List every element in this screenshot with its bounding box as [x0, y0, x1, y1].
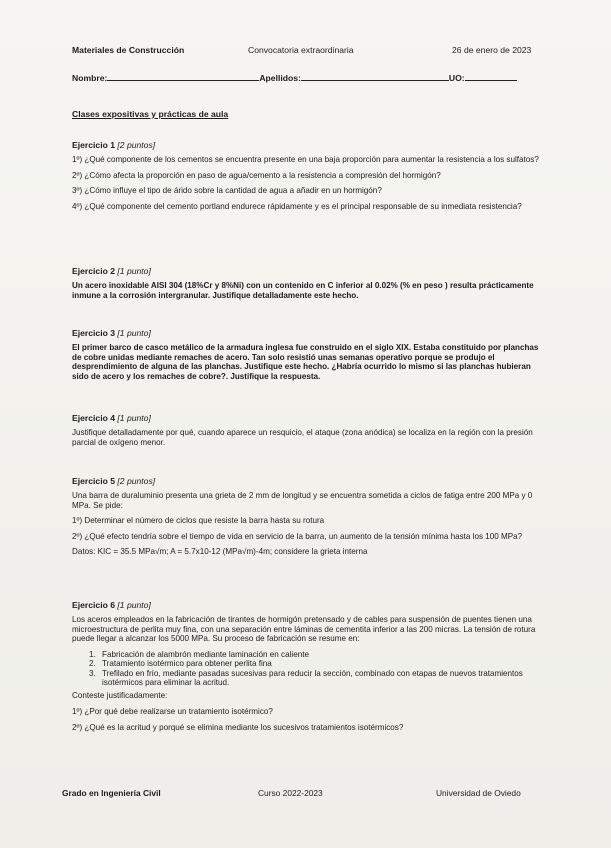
exercise-title	[72, 413, 542, 423]
footer-degree: Grado en Ingeniería Civil	[62, 788, 161, 798]
exercise-title	[72, 600, 542, 610]
list-item: 1. Fabricación de alambrón mediante laminación en caliente	[98, 650, 542, 659]
exercise-title	[72, 476, 542, 486]
list-item: 2. Tratamiento isotérmico para obtener perlita fina	[98, 659, 542, 668]
exercise-points: [1 punto]	[117, 266, 151, 276]
uo-field-line	[465, 72, 517, 81]
question: 4º) ¿Qué componente del cemento portland endurece rápidamente y es el principal responsable de su inmediata resistencia?	[72, 201, 522, 211]
footer-university: Universidad de Oviedo	[436, 788, 521, 798]
instruction: Conteste justificadamente:	[72, 691, 168, 701]
exercise-name: Ejercicio 3	[72, 328, 115, 338]
exercise-name: Ejercicio 5	[72, 476, 115, 486]
exam-date: 26 de enero de 2023	[452, 45, 532, 55]
exercise-title	[72, 140, 542, 150]
exercise-title	[72, 328, 542, 338]
exercise-name: Ejercicio 1	[72, 140, 115, 150]
statement: Justifique detalladamente por qué, cuando aparece un resquicio, el ataque (zona anódica) se localiza en la región con la presión parcial de oxígeno menor.	[72, 428, 533, 447]
name-field-line	[107, 72, 259, 81]
exercise-points: [1 punto]	[117, 413, 151, 423]
statement: Un acero inoxidable AISI 304 (18%Cr y 8%Ni) con un contenido en C inferior al 0.02% (% en peso ) resulta prácticamente inmune a la corrosión intergranular. Justifique detalladamente este hecho.	[72, 281, 534, 300]
question: 1º) ¿Por qué debe realizarse un tratamiento isotérmico?	[72, 707, 273, 716]
exercise-points: [2 puntos]	[117, 476, 156, 486]
subject-title: Materiales de Construcción	[72, 45, 185, 55]
exercise-3	[72, 328, 542, 387]
name-label: Nombre:	[72, 73, 108, 83]
exercise-5	[72, 476, 542, 563]
exercise-name: Ejercicio 4	[72, 413, 115, 423]
exercise-6	[72, 600, 542, 738]
list-item: 3. Trefilado en frío, mediante pasadas sucesivas para reducir la sección, combinado con etapas de nuevos tratamientos isotérmicos para eliminar la acritud.	[98, 669, 542, 688]
question: 2º) ¿Qué es la acritud y porqué se elimina mediante los sucesivos tratamientos isotérmicos?	[72, 722, 404, 732]
question: 3º) ¿Cómo influye el tipo de árido sobre la cantidad de agua a añadir en un hormigón?	[72, 186, 382, 196]
exercise-name: Ejercicio 6	[72, 600, 115, 610]
exercise-points: [2 puntos]	[117, 140, 156, 150]
data-line: Datos: KIC = 35.5 MPa√m; A = 5.7x10-12 (MPa√m)-4m; considere la grieta interna	[72, 547, 368, 557]
statement: Una barra de duraluminio presenta una grieta de 2 mm de longitud y se encuentra sometida a ciclos de fatiga entre 200 MPa y 0 MPa. Se pide:	[72, 491, 533, 510]
footer-course: Curso 2022-2023	[258, 788, 323, 798]
exercise-1	[72, 140, 542, 217]
exercise-4	[72, 413, 542, 453]
process-steps	[72, 650, 542, 688]
exercise-name: Ejercicio 2	[72, 266, 115, 276]
uo-label: UO:	[448, 73, 465, 83]
exercise-title	[72, 266, 542, 276]
call-label: Convocatoria extraordinaria	[248, 45, 354, 55]
question: 1º) Determinar el número de ciclos que resiste la barra hasta su rotura	[72, 516, 325, 526]
exercise-points: [1 punto]	[117, 600, 151, 610]
exercise-points: [1 punto]	[117, 328, 151, 338]
surname-label: Apellidos:	[259, 73, 301, 83]
surname-field-line	[301, 72, 449, 81]
section-title: Clases expositivas y prácticas de aula	[72, 109, 229, 119]
statement: El primer barco de casco metálico de la armadura inglesa fue construido en el siglo XIX. Estaba constituido por planchas de cobre unidas mediante remaches de acero. Tan solo resistió unas semanas operativo porque se produjo el desprendimiento de alguna de las planchas. Justifique este hecho. ¿Habría ocurrido lo mismo si las planchas hubieran sido de acero y los remaches de cobre?. Justifique la respuesta.	[72, 343, 539, 381]
statement: Los aceros empleados en la fabricación de tirantes de hormigón pretensado y de cables para suspensión de puentes tienen una microestructura de perlita muy fina, con una separación entre láminas de cementita inferior a las 200 micras. La tensión de rotura puede llegar a alcanzar los 5000 MPa. Su proceso de fabricación se resume en:	[72, 615, 536, 644]
exercise-2	[72, 266, 542, 306]
question: 2º) ¿Cómo afecta la proporción en paso de agua/cemento a la resistencia a compresión del hormigón?	[72, 170, 441, 180]
question: 2º) ¿Qué efecto tendría sobre el tiempo de vida en servicio de la barra, un aumento de la tensión mínima hasta los 100 MPa?	[72, 531, 523, 541]
question: 1º) ¿Qué componente de los cementos se encuentra presente en una baja proporción para aumentar la resistencia a los sulfatos?	[72, 155, 539, 164]
student-fields	[72, 72, 517, 83]
